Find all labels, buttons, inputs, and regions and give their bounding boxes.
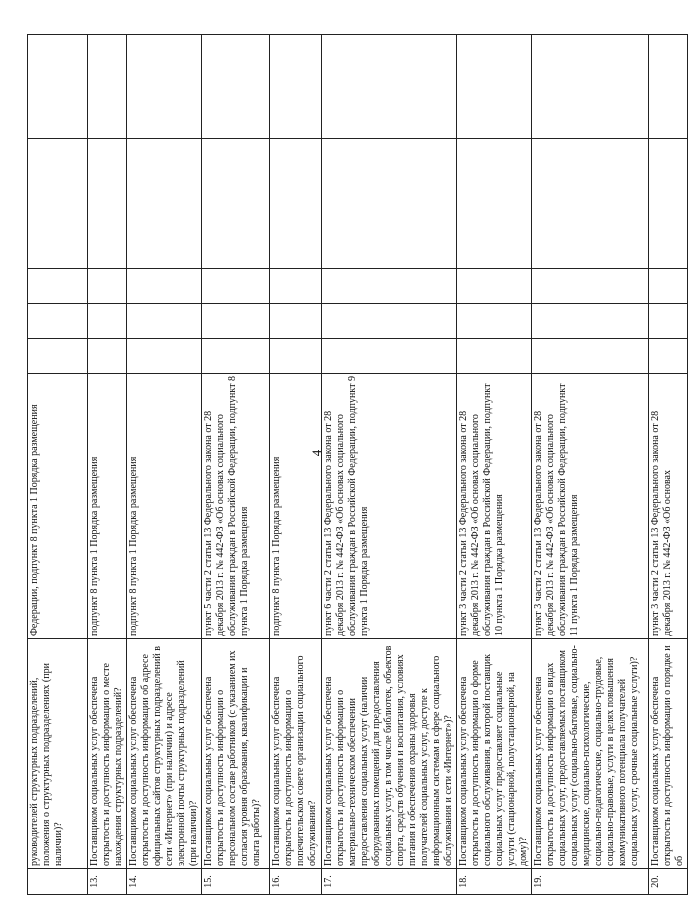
legal-basis-cell: пункт 6 части 2 статьи 13 Федерального закона от 28 декабря 2013 г. № 442-ФЗ «Об основах социального обслуживания граждан в Российской Федерации, подпункт 9 пункта 1 Порядка размещения <box>322 374 457 639</box>
question-cell: Поставщиком социальных услуг обеспечена открытость и доступность информации о форме социального обслуживания, в которой поставщик социальных услуг предоставляет социальные услуги (стационарной, полустационарной, на дому)? <box>457 639 532 869</box>
table-row <box>127 35 202 895</box>
answer-yes-cell <box>322 339 457 374</box>
notes-cell <box>202 139 270 269</box>
answer-no-cell <box>532 304 649 339</box>
remarks-cell <box>202 35 270 139</box>
notes-cell <box>322 139 457 269</box>
row-number: 14. <box>127 869 202 895</box>
row-number: 13. <box>88 869 127 895</box>
notes-cell <box>457 139 532 269</box>
answer-yes-cell <box>457 339 532 374</box>
answer-yes-cell <box>28 339 88 374</box>
not-applicable-cell <box>322 269 457 304</box>
row-number: 20. <box>649 869 688 895</box>
remarks-cell <box>127 35 202 139</box>
table-row <box>270 35 322 895</box>
rotated-table-container <box>27 35 685 895</box>
table-row <box>322 35 457 895</box>
notes-cell <box>270 139 322 269</box>
legal-basis-cell: пункт 5 части 2 статьи 13 Федерального закона от 28 декабря 2013 г. № 442-ФЗ «Об основах социального обслуживания граждан в Российской Федерации, подпункт 8 пункта 1 Порядка размещения <box>202 374 270 639</box>
page-number: 4 <box>309 449 324 457</box>
answer-no-cell <box>457 304 532 339</box>
not-applicable-cell <box>202 269 270 304</box>
table-row <box>28 35 88 895</box>
not-applicable-cell <box>88 269 127 304</box>
answer-no-cell <box>88 304 127 339</box>
remarks-cell <box>322 35 457 139</box>
legal-basis-cell: Федерации, подпункт 8 пункта 1 Порядка размещения <box>28 374 88 639</box>
remarks-cell <box>28 35 88 139</box>
table-row <box>88 35 127 895</box>
question-cell: Поставщиком социальных услуг обеспечена открытость и доступность информации об адресе официальных сайтов структурных подразделений в сети «Интернет» (при наличии) и адресе электронной почты структурных подразделений (при наличии)? <box>127 639 202 869</box>
row-number: 18. <box>457 869 532 895</box>
legal-basis-cell: пункт 3 части 2 статьи 13 Федерального закона от 28 декабря 2013 г. № 442-ФЗ «Об основах социального обслуживания граждан в Российской Федерации, подпункт 11 пункта 1 Порядка размещения <box>532 374 649 639</box>
not-applicable-cell <box>457 269 532 304</box>
notes-cell <box>28 139 88 269</box>
not-applicable-cell <box>127 269 202 304</box>
answer-no-cell <box>127 304 202 339</box>
answer-no-cell <box>322 304 457 339</box>
notes-cell <box>88 139 127 269</box>
question-cell: Поставщиком социальных услуг обеспечена открытость и доступность информации о попечительском совете организации социального обслуживания? <box>270 639 322 869</box>
row-number <box>28 869 88 895</box>
legal-basis-cell: подпункт 8 пункта 1 Порядка размещения <box>127 374 202 639</box>
question-cell: Поставщиком социальных услуг обеспечена открытость и доступность информации о видах социальных услуг, предоставляемых поставщиком социальных услуг (социально-бытовые, социально-медицинские, социально-психологические, социально-педагогические, социально-трудовые, социально-правовые, услуги в целях повышения коммуникативного потенциала получателей социальных услуг, срочные социальные услуги)? <box>532 639 649 869</box>
answer-no-cell <box>28 304 88 339</box>
answer-yes-cell <box>88 339 127 374</box>
not-applicable-cell <box>270 269 322 304</box>
row-number: 19. <box>532 869 649 895</box>
remarks-cell <box>532 35 649 139</box>
remarks-cell <box>457 35 532 139</box>
answer-yes-cell <box>649 339 688 374</box>
question-cell: Поставщиком социальных услуг обеспечена открытость и доступность информации о материально-техническом обеспечении предоставления социальных услуг (наличии оборудованных помещений для предоставления социальных услуг, в том числе библиотек, объектов спорта, средств обучения и воспитания, условиях питания и обеспечения охраны здоровья получателей социальных услуг, доступе к информационным системам в сфере социального обслуживания и сети «Интернет»)? <box>322 639 457 869</box>
notes-cell <box>649 139 688 269</box>
row-number: 15. <box>202 869 270 895</box>
answer-no-cell <box>270 304 322 339</box>
not-applicable-cell <box>28 269 88 304</box>
question-cell: руководителей структурных подразделений, положения о структурных подразделениях (при наличии)? <box>28 639 88 869</box>
remarks-cell <box>649 35 688 139</box>
table-row <box>202 35 270 895</box>
notes-cell <box>127 139 202 269</box>
not-applicable-cell <box>649 269 688 304</box>
answer-no-cell <box>649 304 688 339</box>
legal-basis-cell: подпункт 8 пункта 1 Порядка размещения <box>270 374 322 639</box>
not-applicable-cell <box>532 269 649 304</box>
notes-cell <box>532 139 649 269</box>
question-cell: Поставщиком социальных услуг обеспечена открытость и доступность информации о порядке и об <box>649 639 688 869</box>
answer-yes-cell <box>532 339 649 374</box>
remarks-cell <box>88 35 127 139</box>
table-row <box>532 35 649 895</box>
answer-yes-cell <box>202 339 270 374</box>
legal-basis-cell: пункт 3 части 2 статьи 13 Федерального закона от 28 декабря 2013 г. № 442-ФЗ «Об основах социального обслуживания граждан в Российской Федерации, подпункт 10 пункта 1 Порядка размещения <box>457 374 532 639</box>
question-cell: Поставщиком социальных услуг обеспечена открытость и доступность информации о месте нахождения структурных подразделений? <box>88 639 127 869</box>
legal-basis-cell: пункт 3 части 2 статьи 13 Федерального закона от 28 декабря 2013 г. № 442-ФЗ «Об основах <box>649 374 688 639</box>
answer-yes-cell <box>270 339 322 374</box>
table-body <box>28 35 688 895</box>
legal-basis-cell: подпункт 8 пункта 1 Порядка размещения <box>88 374 127 639</box>
table-row <box>649 35 688 895</box>
row-number: 17. <box>322 869 457 895</box>
remarks-cell <box>270 35 322 139</box>
answer-no-cell <box>202 304 270 339</box>
question-cell: Поставщиком социальных услуг обеспечена открытость и доступность информации о персональном составе работников (с указанием их согласия уровня образования, квалификации и опыта работы)? <box>202 639 270 869</box>
answer-yes-cell <box>127 339 202 374</box>
row-number: 16. <box>270 869 322 895</box>
checklist-table <box>27 34 688 895</box>
table-row <box>457 35 532 895</box>
